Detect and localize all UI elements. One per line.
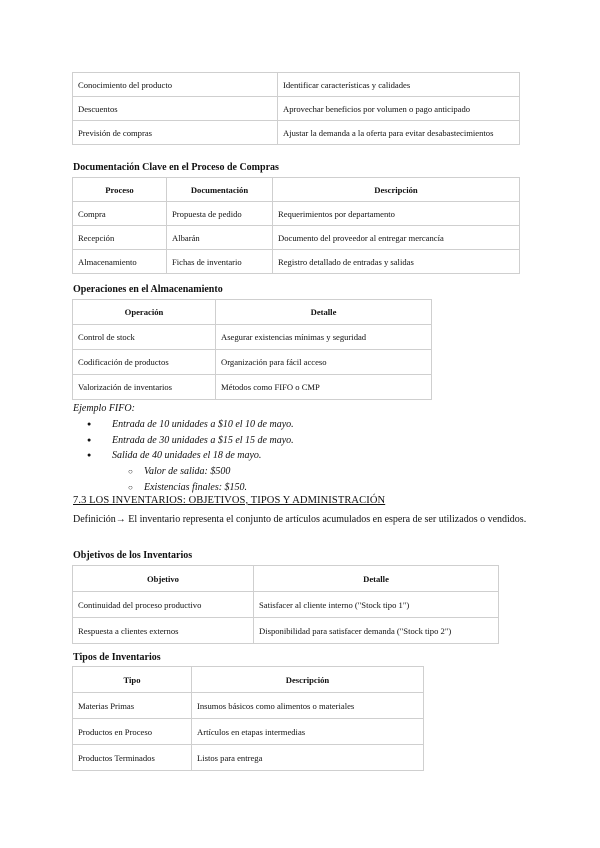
table-cell: Listos para entrega [192, 745, 424, 771]
table-header-row [73, 667, 424, 693]
table-cell: Previsión de compras [73, 121, 278, 145]
table-cell: Insumos básicos como alimentos o materiales [192, 693, 424, 719]
table-cell: Registro detallado de entradas y salidas [273, 250, 520, 274]
table-cell: Productos Terminados [73, 745, 192, 771]
doc-clave-heading: Documentación Clave en el Proceso de Compras [73, 162, 279, 173]
column-header: Detalle [216, 300, 432, 325]
table-row [73, 250, 520, 274]
table-row [73, 745, 424, 771]
table-cell: Albarán [167, 226, 273, 250]
tipos-table [72, 666, 424, 771]
list-item: ○ Valor de salida: $500 [144, 464, 247, 480]
fifo-sublist [144, 464, 247, 495]
table-row [73, 226, 520, 250]
table-cell: Propuesta de pedido [167, 202, 273, 226]
objetivos-heading: Objetivos de los Inventarios [73, 550, 193, 561]
table-cell: Almacenamiento [73, 250, 167, 274]
table-row [73, 97, 520, 121]
table-cell: Codificación de productos [73, 350, 216, 375]
table-cell: Compra [73, 202, 167, 226]
column-header: Descripción [273, 178, 520, 202]
list-item: ● Entrada de 30 unidades a $15 el 15 de mayo. [112, 433, 294, 449]
fifo-label: Ejemplo FIFO: [73, 403, 135, 414]
table-cell: Respuesta a clientes externos [73, 618, 254, 644]
table-row [73, 375, 432, 400]
table-cell: Descuentos [73, 97, 278, 121]
table-cell: Valorización de inventarios [73, 375, 216, 400]
table-row [73, 350, 432, 375]
table-cell: Documento del proveedor al entregar mercancía [273, 226, 520, 250]
table-header-row [73, 566, 499, 592]
table-cell: Materias Primas [73, 693, 192, 719]
operaciones-table [72, 299, 432, 400]
table-row [73, 618, 499, 644]
table-row [73, 325, 432, 350]
table-cell: Control de stock [73, 325, 216, 350]
section-title: 7.3 LOS INVENTARIOS: OBJETIVOS, TIPOS Y ADMINISTRACIÓN [73, 495, 386, 506]
table-cell: Organización para fácil acceso [216, 350, 432, 375]
purchasing-factors-table [72, 72, 520, 145]
table-cell: Recepción [73, 226, 167, 250]
table-cell: Continuidad del proceso productivo [73, 592, 254, 618]
doc-clave-table [72, 177, 520, 274]
list-item: ○ Existencias finales: $150. [144, 480, 247, 496]
table-row [73, 719, 424, 745]
objetivos-table [72, 565, 499, 644]
table-cell: Satisfacer al cliente interno ("Stock tipo 1") [254, 592, 499, 618]
column-header: Detalle [254, 566, 499, 592]
column-header: Operación [73, 300, 216, 325]
list-item: ● Salida de 40 unidades el 18 de mayo. [112, 448, 294, 464]
column-header: Descripción [192, 667, 424, 693]
table-row [73, 693, 424, 719]
definition-paragraph: Definición→ El inventario representa el conjunto de artículos acumulados en espera de ser utilizados o vendidos. [73, 514, 527, 525]
table-header-row [73, 300, 432, 325]
operaciones-heading: Operaciones en el Almacenamiento [73, 284, 223, 295]
table-cell: Métodos como FIFO o CMP [216, 375, 432, 400]
table-cell: Conocimiento del producto [73, 73, 278, 97]
column-header: Proceso [73, 178, 167, 202]
table-cell: Aprovechar beneficios por volumen o pago anticipado [278, 97, 520, 121]
list-item: ● Entrada de 10 unidades a $10 el 10 de mayo. [112, 417, 294, 433]
table-cell: Requerimientos por departamento [273, 202, 520, 226]
table-row [73, 121, 520, 145]
table-cell: Identificar características y calidades [278, 73, 520, 97]
table-cell: Productos en Proceso [73, 719, 192, 745]
column-header: Tipo [73, 667, 192, 693]
tipos-heading: Tipos de Inventarios [73, 652, 161, 663]
table-row [73, 592, 499, 618]
table-header-row [73, 178, 520, 202]
fifo-list [112, 417, 294, 464]
table-row [73, 73, 520, 97]
table-row [73, 202, 520, 226]
table-cell: Ajustar la demanda a la oferta para evitar desabastecimientos [278, 121, 520, 145]
table-cell: Artículos en etapas intermedias [192, 719, 424, 745]
column-header: Objetivo [73, 566, 254, 592]
column-header: Documentación [167, 178, 273, 202]
table-cell: Asegurar existencias mínimas y seguridad [216, 325, 432, 350]
table-cell: Fichas de inventario [167, 250, 273, 274]
table-cell: Disponibilidad para satisfacer demanda ("Stock tipo 2") [254, 618, 499, 644]
